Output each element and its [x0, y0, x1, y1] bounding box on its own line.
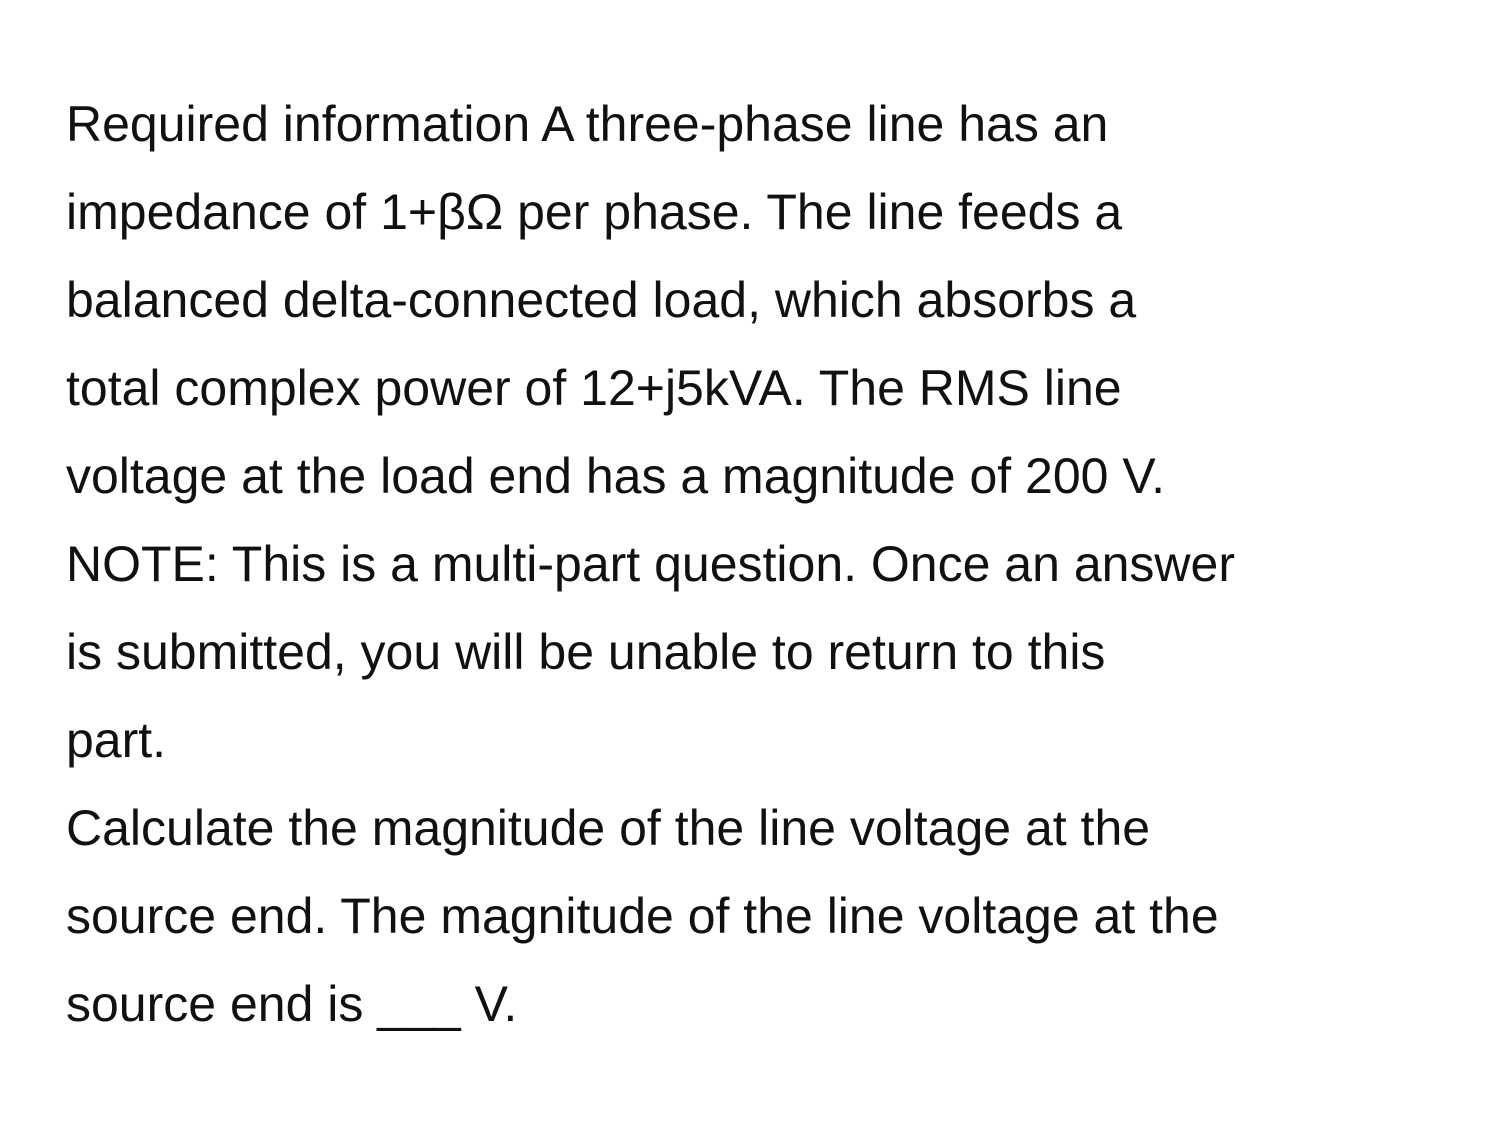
- text-line: NOTE: This is a multi-part question. Once an answer: [66, 536, 1235, 592]
- text-line: total complex power of 12+j5kVA. The RMS line: [66, 360, 1122, 416]
- prompt-text: [66, 784, 1466, 1048]
- text-line: part.: [66, 712, 167, 768]
- question-text: [66, 80, 1466, 784]
- text-line: is submitted, you will be unable to return to this: [66, 624, 1106, 680]
- text-line: source end. The magnitude of the line voltage at the: [66, 888, 1219, 944]
- text-line: Required information A three-phase line has an: [66, 96, 1109, 152]
- document-page: [66, 80, 1466, 1048]
- text-line: source end is ___ V.: [66, 976, 518, 1032]
- text-line: Calculate the magnitude of the line voltage at the: [66, 800, 1151, 856]
- text-line: balanced delta-connected load, which absorbs a: [66, 272, 1137, 328]
- text-line: impedance of 1+βΩ per phase. The line feeds a: [66, 184, 1123, 240]
- text-line: voltage at the load end has a magnitude of 200 V.: [66, 448, 1165, 504]
